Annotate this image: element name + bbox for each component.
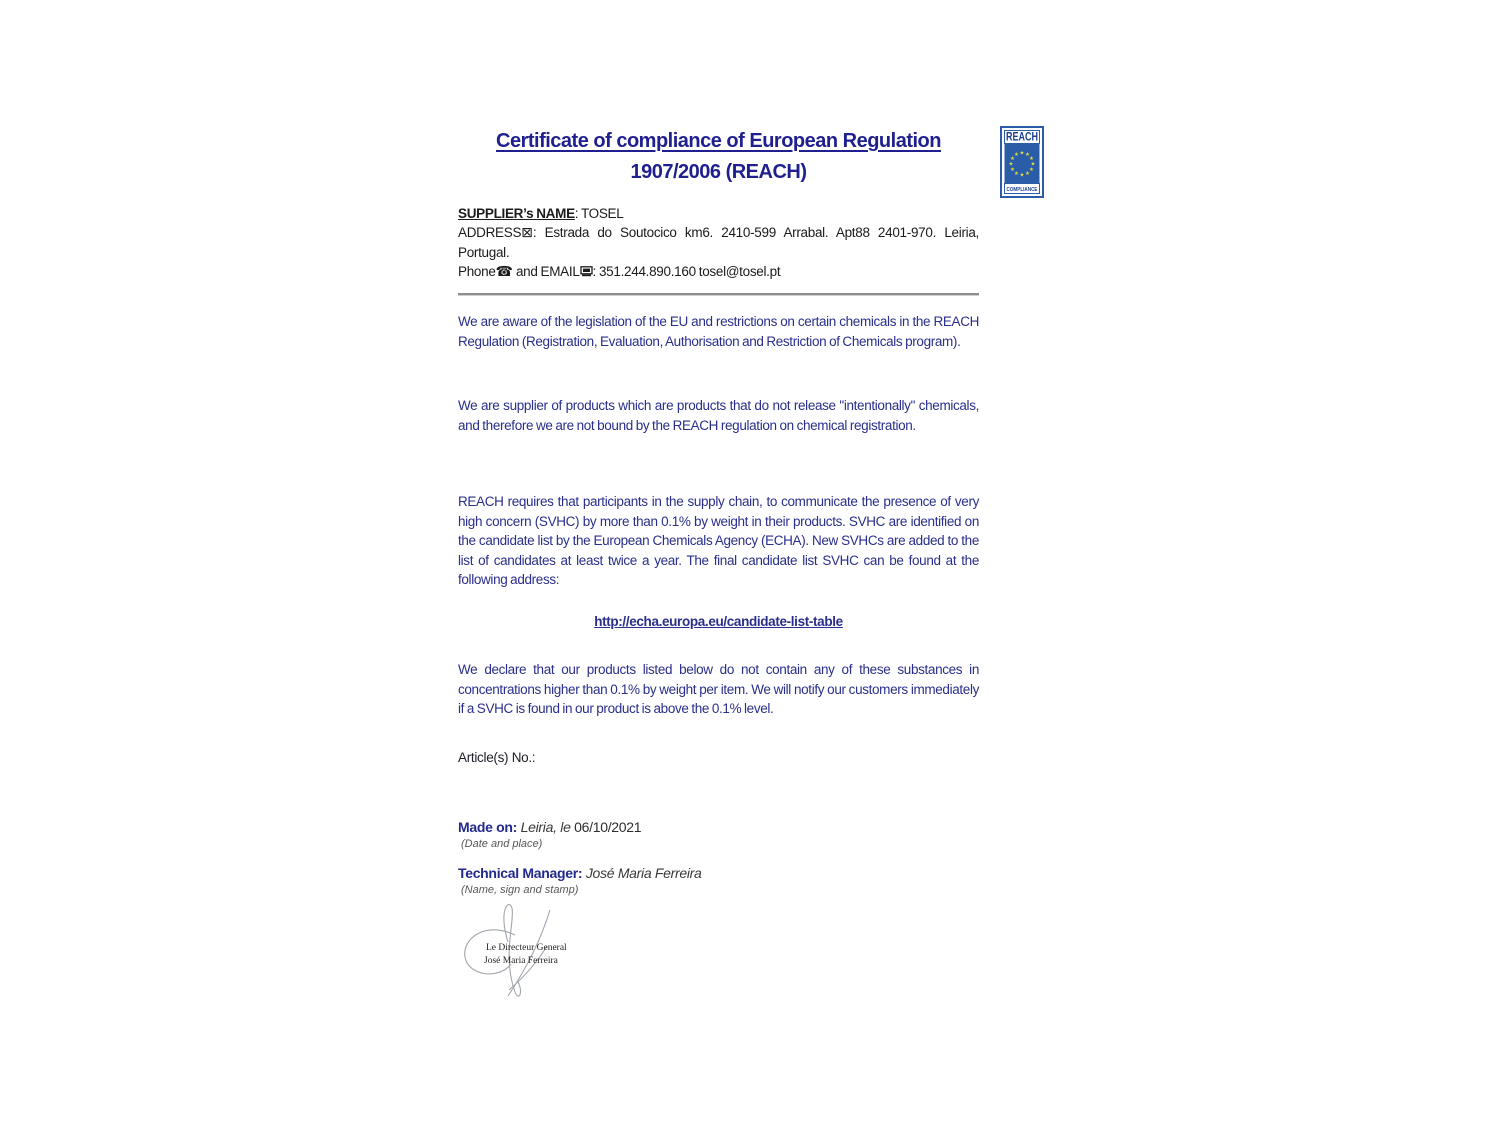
made-on-date: 06/10/2021 bbox=[574, 819, 642, 835]
eu-star-icon: ★ bbox=[1010, 167, 1015, 173]
eu-star-icon: ★ bbox=[1029, 167, 1034, 173]
paragraph-svhc-requirements: REACH requires that participants in the supply chain, to communicate the presence of very high concern (SVHC) by more than 0.1% by weight in their products. SVHC are identified on the candidate list by the European Chemicals Agency (ECHA). New SVHCs are added to the list of candidates at least twice a year. The final candidate list SVHC can be found at the following address: bbox=[458, 494, 979, 587]
eu-star-icon: ★ bbox=[1030, 161, 1036, 168]
logo-reach-label: REACH bbox=[1006, 131, 1038, 144]
eu-star-icon: ★ bbox=[1014, 151, 1019, 158]
phone-email-line bbox=[458, 262, 979, 282]
eu-star-icon: ★ bbox=[1019, 150, 1025, 157]
telephone-icon: ☎ bbox=[495, 264, 513, 280]
eu-star-icon: ★ bbox=[1014, 171, 1019, 178]
made-on-block bbox=[458, 818, 979, 850]
phone-label: Phone bbox=[458, 264, 496, 279]
date-place-note: (Date and place) bbox=[461, 838, 543, 850]
eu-star-icon: ★ bbox=[1008, 161, 1014, 168]
eu-star-icon: ★ bbox=[1029, 156, 1034, 162]
signature-name-text: José Maria Ferreira bbox=[484, 956, 558, 966]
logo-compliance-label: COMPLIANCE bbox=[1006, 186, 1038, 193]
computer-icon bbox=[580, 266, 593, 277]
technical-manager-line bbox=[458, 864, 979, 883]
address-value: : Estrada do Soutocico km6. 2410-599 Arrabal. Apt88 2401-970. Leiria, Portugal. bbox=[458, 225, 979, 260]
reach-compliance-logo bbox=[1000, 126, 1044, 198]
supplier-name-label: SUPPLIER’s NAME bbox=[458, 206, 575, 221]
paragraph-awareness: We are aware of the legislation of the EU and restrictions on certain chemicals in the REACH Regulation (Registration, Evaluation, Authorisation and Restriction of Chemicals program). bbox=[458, 314, 979, 349]
title-line-2: 1907/2006 (REACH) bbox=[630, 161, 807, 183]
eu-star-icon: ★ bbox=[1019, 172, 1025, 179]
eu-star-icon: ★ bbox=[1025, 171, 1030, 178]
address-label: ADDRESS bbox=[458, 225, 522, 240]
document-title bbox=[458, 126, 979, 188]
paragraph-supplier-statement: We are supplier of products which are products that do not release "intentionally" chemicals, and therefore we are not bound by the REACH regulation on chemical registration. bbox=[458, 398, 979, 433]
title-line-1: Certificate of compliance of European Regulation bbox=[496, 130, 941, 152]
section-divider bbox=[458, 293, 979, 296]
article-number-line: Article(s) No.: bbox=[458, 750, 536, 765]
handwritten-signature bbox=[452, 890, 622, 1020]
candidate-list-link-line bbox=[458, 614, 979, 629]
address-line bbox=[458, 223, 979, 262]
signature-title-text: Le Directeur General bbox=[486, 943, 567, 953]
supplier-name-value: : TOSEL bbox=[574, 206, 624, 221]
candidate-list-link[interactable]: http://echa.europa.eu/candidate-list-table bbox=[594, 614, 843, 629]
paragraph-declaration: We declare that our products listed below do not contain any of these substances in concentrations higher than 0.1% by weight per item. We will notify our customers immediately if a SVHC is found in our product is above the 0.1% level. bbox=[458, 662, 979, 716]
supplier-contact-block bbox=[458, 204, 979, 282]
made-on-line bbox=[458, 818, 979, 837]
envelope-icon: ⊠ bbox=[521, 225, 533, 241]
technical-manager-label: Technical Manager: bbox=[458, 865, 583, 881]
phone-email-value: : 351.244.890.160 tosel@tosel.pt bbox=[592, 264, 781, 279]
eu-star-icon: ★ bbox=[1010, 156, 1015, 162]
eu-star-icon: ★ bbox=[1025, 151, 1030, 158]
name-sign-stamp-note: (Name, sign and stamp) bbox=[461, 884, 579, 896]
made-on-label: Made on: bbox=[458, 819, 518, 835]
supplier-name-line bbox=[458, 204, 979, 223]
made-on-place: Leiria, le bbox=[517, 819, 575, 835]
email-label: and EMAIL bbox=[513, 264, 580, 279]
technical-manager-name: José Maria Ferreira bbox=[582, 865, 702, 881]
